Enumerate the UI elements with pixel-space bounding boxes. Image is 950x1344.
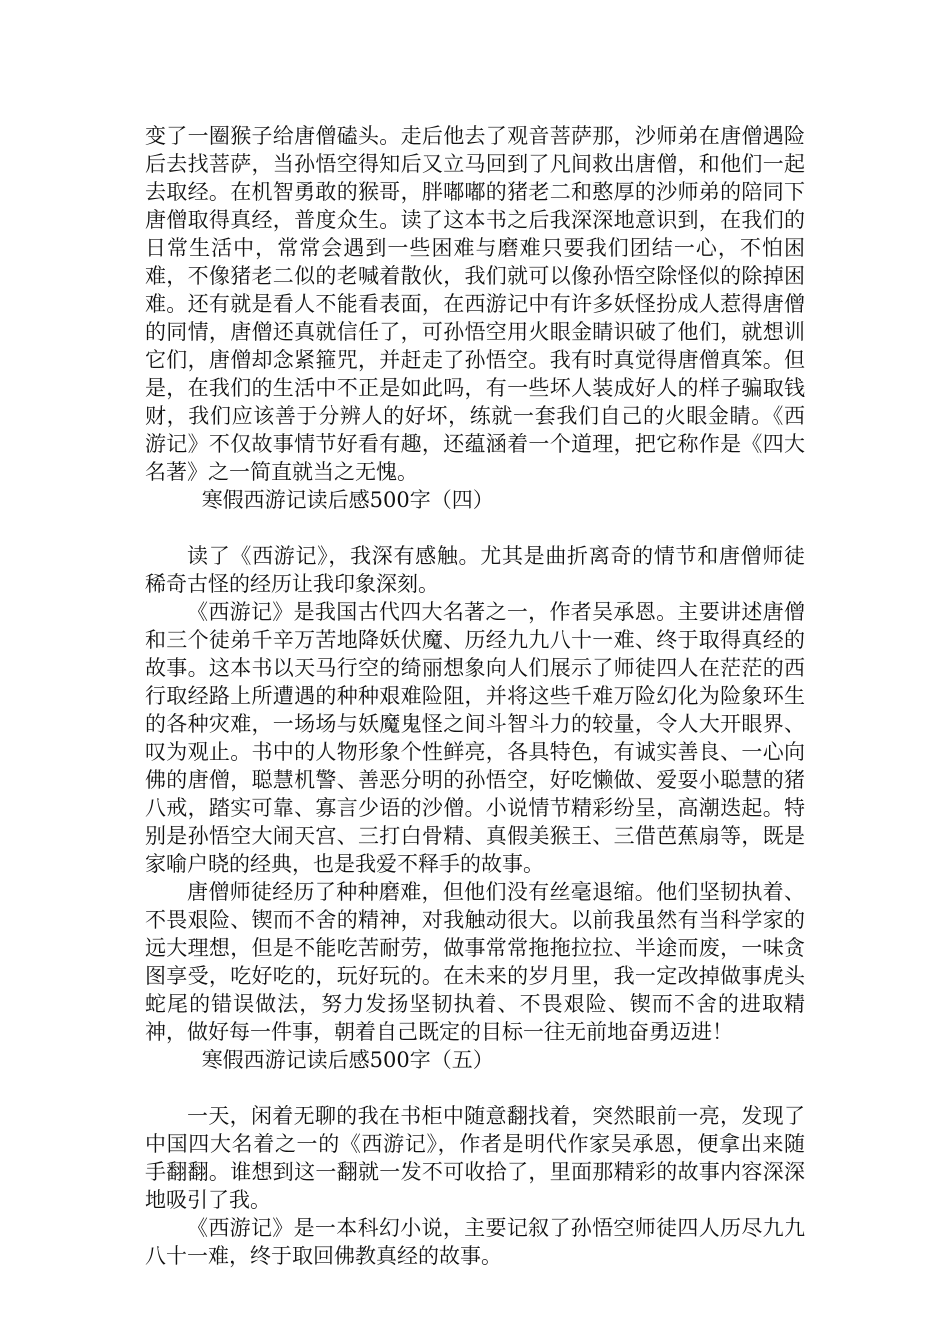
document-page — [145, 122, 805, 1270]
paragraph-continued: 变了一圈猴子给唐僧磕头。走后他去了观音菩萨那，沙师弟在唐僧遇险后去找菩萨，当孙悟空得知后又立马回到了凡间救出唐僧，和他们一起去取经。在机智勇敢的猴哥，胖嘟嘟的猪老二和憨厚的沙师弟的陪同下唐僧取得真经，普度众生。读了这本书之后我深深地意识到，在我们的日常生活中，常常会遇到一些困难与磨难只要我们团结一心，不怕困难，不像猪老二似的老喊着散伙，我们就可以像孙悟空除怪似的除掉困难。还有就是看人不能看表面，在西游记中有许多妖怪扮成人惹得唐僧的同情，唐僧还真就信任了，可孙悟空用火眼金睛识破了他们，就想训它们，唐僧却念紧箍咒，并赶走了孙悟空。我有时真觉得唐僧真笨。但是，在我们的生活中不正是如此吗，有一些坏人装成好人的样子骗取钱财，我们应该善于分辨人的好坏，练就一套我们自己的火眼金睛。《西游记》不仅故事情节好看有趣，还蕴涵着一个道理，把它称作是《四大名著》之一简直就当之无愧。 — [145, 124, 805, 484]
section-heading-4: 寒假西游记读后感500字（四） — [201, 488, 494, 512]
paragraph: 唐僧师徒经历了种种磨难，但他们没有丝毫退缩。他们坚韧执着、不畏艰险、锲而不舍的精神，对我触动很大。以前我虽然有当科学家的远大理想，但是不能吃苦耐劳，做事常常拖拖拉拉、半途而废，一味贪图享受，吃好吃的，玩好玩的。在未来的岁月里，我一定改掉做事虎头蛇尾的错误做法，努力发扬坚韧执着、不畏艰险、锲而不舍的进取精神，做好每一件事，朝着自己既定的目标一往无前地奋勇迈进！ — [145, 880, 805, 1044]
section-heading-5: 寒假西游记读后感500字（五） — [201, 1048, 494, 1072]
paragraph: 一天，闲着无聊的我在书柜中随意翻找着，突然眼前一亮，发现了中国四大名着之一的《西游记》，作者是明代作家吴承恩，便拿出来随手翻翻。谁想到这一翻就一发不可收拾了，里面那精彩的故事内容深深地吸引了我。 — [145, 1104, 805, 1212]
paragraph: 《西游记》是我国古代四大名著之一，作者吴承恩。主要讲述唐僧和三个徒弟千辛万苦地降妖伏魔、历经九九八十一难、终于取得真经的故事。这本书以天马行空的绮丽想象向人们展示了师徒四人在茫茫的西行取经路上所遭遇的种种艰难险阻，并将这些千难万险幻化为险象环生的各种灾难，一场场与妖魔鬼怪之间斗智斗力的较量，令人大开眼界、叹为观止。书中的人物形象个性鲜亮，各具特色，有诚实善良、一心向佛的唐僧，聪慧机警、善恶分明的孙悟空，好吃懒做、爱耍小聪慧的猪八戒，踏实可靠、寡言少语的沙僧。小说情节精彩纷呈，高潮迭起。特别是孙悟空大闹天宫、三打白骨精、真假美猴王、三借芭蕉扇等，既是家喻户晓的经典，也是我爱不释手的故事。 — [145, 600, 805, 876]
paragraph: 读了《西游记》，我深有感触。尤其是曲折离奇的情节和唐僧师徒稀奇古怪的经历让我印象深刻。 — [145, 544, 805, 596]
blank-line — [145, 1074, 805, 1102]
paragraph: 《西游记》是一本科幻小说，主要记叙了孙悟空师徒四人历尽九九八十一难，终于取回佛教真经的故事。 — [145, 1216, 805, 1268]
blank-line — [145, 514, 805, 542]
